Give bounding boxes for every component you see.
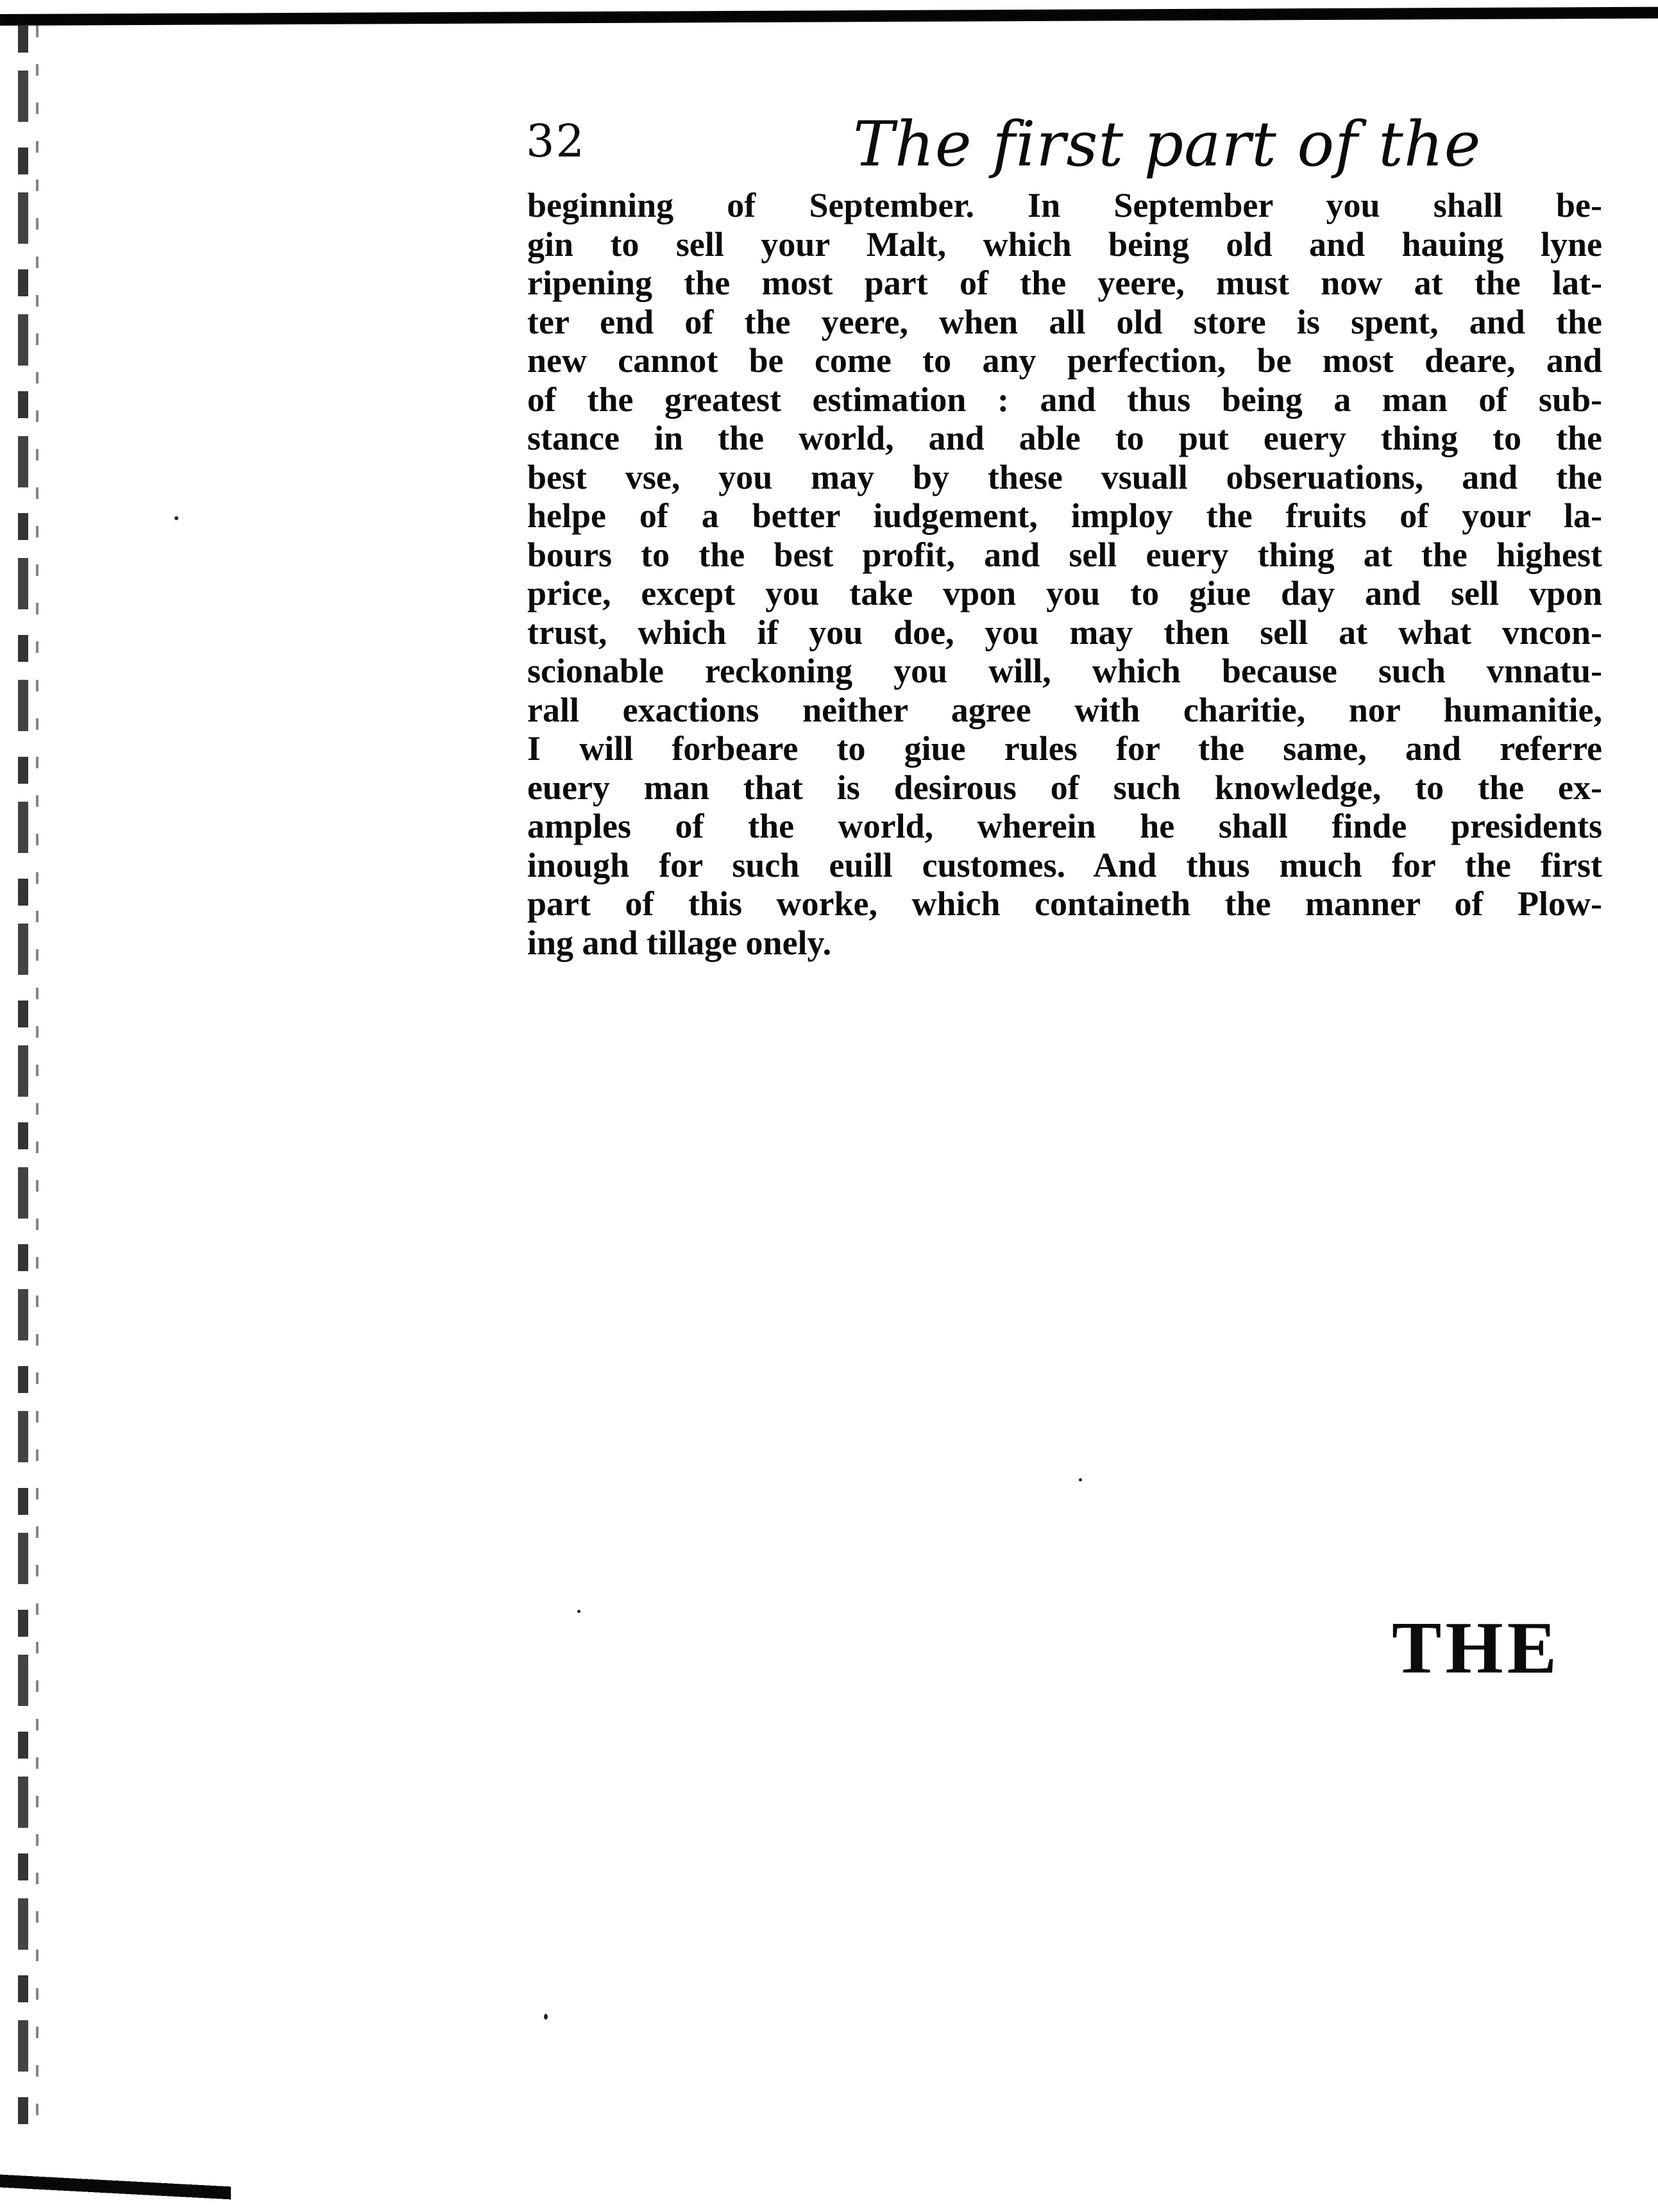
scan-top-edge	[0, 7, 1658, 26]
running-title: The first part of the	[853, 108, 1482, 180]
text-line: amples of the world, wherein he shall finde presidents	[527, 807, 1602, 845]
text-line: price, except you take vpon you to giue day and sell vpon	[527, 574, 1602, 612]
ink-speck	[577, 1610, 580, 1613]
page-number: 32	[526, 115, 586, 167]
text-line: rall exactions neither agree with charitie, nor humanitie,	[527, 690, 1602, 729]
text-line: ripening the most part of the yeere, must now at the lat-	[527, 264, 1602, 302]
text-line: trust, which if you doe, you may then sell at what vncon-	[527, 612, 1602, 652]
ink-speck	[1079, 1478, 1082, 1482]
text-line: stance in the world, and able to put euery thing to the	[527, 419, 1602, 457]
text-line: euery man that is desirous of such knowledge, to the ex-	[527, 768, 1602, 807]
ink-speck	[174, 516, 178, 520]
text-line: inough for such euill customes. And thus much for the first	[527, 845, 1602, 884]
text-line: part of this worke, which containeth the manner of Plow-	[527, 884, 1602, 923]
scan-bottom-smudge	[0, 2162, 231, 2212]
running-head	[526, 96, 1603, 186]
text-line: ter end of the yeere, when all old store is spent, and the	[527, 302, 1602, 341]
body-paragraph	[527, 186, 1602, 962]
text-line: helpe of a better iudgement, imploy the fruits of your la-	[527, 496, 1602, 535]
scan-left-edge-inner	[36, 26, 38, 2142]
scan-left-edge	[18, 26, 28, 2142]
text-line: scionable reckoning you will, which because such vnnatu-	[527, 652, 1602, 690]
ink-speck	[544, 2014, 548, 2020]
catchword: THE	[1392, 1607, 1561, 1689]
text-line: best vse, you may by these vsuall obseruations, and the	[527, 457, 1602, 496]
text-line: ing and tillage onely.	[527, 923, 832, 962]
text-line: beginning of September. In September you shall be-	[527, 186, 1602, 224]
text-line: new cannot be come to any perfection, be most deare, and	[527, 341, 1602, 380]
text-line: I will forbeare to giue rules for the same, and referre	[527, 729, 1602, 768]
text-line: gin to sell your Malt, which being old and hauing lyne	[527, 224, 1602, 264]
text-line: of the greatest estimation : and thus being a man of sub-	[527, 380, 1602, 419]
text-line: bours to the best profit, and sell euery thing at the highest	[527, 535, 1602, 574]
